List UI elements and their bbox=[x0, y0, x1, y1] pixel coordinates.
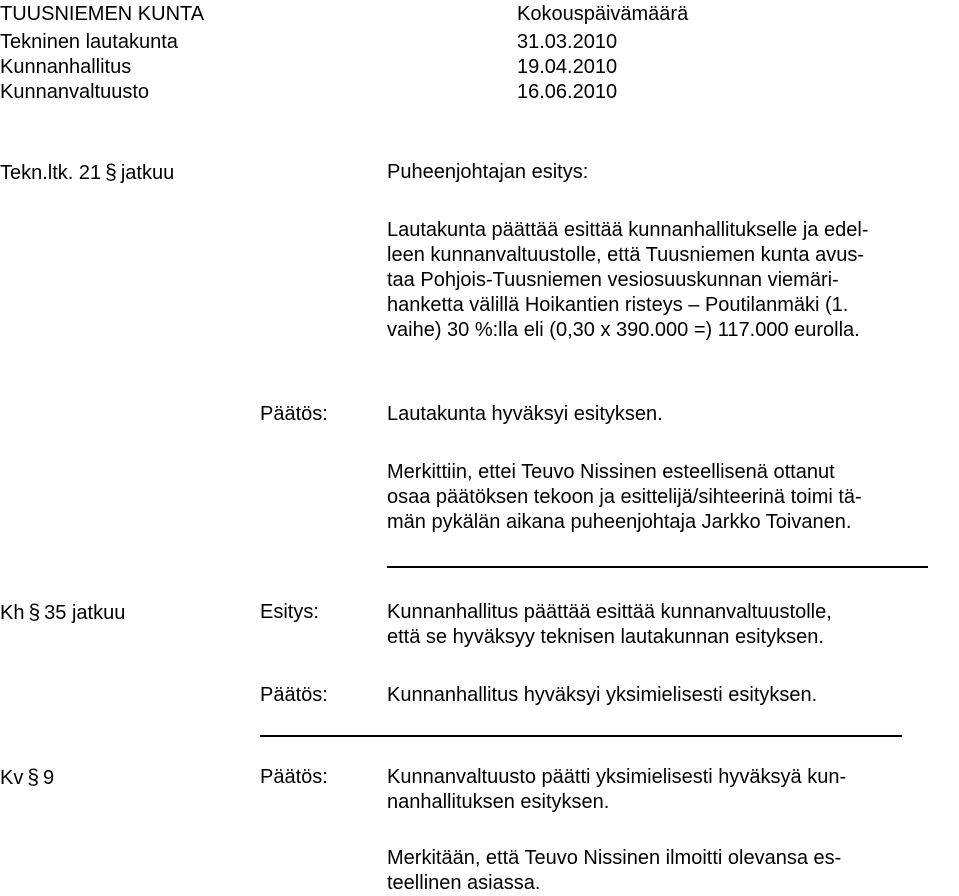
proposal-line: vaihe) 30 %:lla eli (0,30 x 390.000 =) 117.000 eurolla. bbox=[387, 319, 860, 341]
proposal-heading: Puheenjohtajan esitys: bbox=[387, 161, 589, 183]
section-sign: § bbox=[105, 161, 117, 184]
municipality-name: TUUSNIEMEN KUNTA bbox=[0, 3, 205, 25]
body-date: 16.06.2010 bbox=[517, 81, 618, 103]
section-sign: § bbox=[27, 766, 40, 789]
decision-text: Lautakunta hyväksyi esityksen. bbox=[387, 403, 663, 425]
section-reference-tekn bbox=[0, 160, 174, 186]
proposal-line: että se hyväksyy teknisen lautakunnan esityksen. bbox=[387, 626, 824, 648]
section-ref-prefix: Kv bbox=[0, 767, 24, 789]
section-ref-suffix: 35 jatkuu bbox=[44, 602, 126, 624]
decision-text: Kunnanhallitus hyväksyi yksimielisesti esityksen. bbox=[387, 684, 818, 706]
decision-label: Päätös: bbox=[260, 403, 328, 425]
note-line: teellinen asiassa. bbox=[387, 872, 541, 894]
section-sign: § bbox=[28, 601, 41, 624]
body-date: 19.04.2010 bbox=[517, 56, 618, 78]
meeting-date-label: Kokouspäivämäärä bbox=[517, 3, 689, 25]
section-reference-kv bbox=[0, 765, 54, 791]
proposal-line: hanketta välillä Hoikantien risteys – Poutilanmäki (1. bbox=[387, 294, 849, 316]
decision-line: Kunnanvaltuusto päätti yksimielisesti hyväksyä kun- bbox=[387, 766, 847, 788]
section-ref-suffix: jatkuu bbox=[120, 162, 175, 184]
decision-label: Päätös: bbox=[260, 684, 328, 706]
section-ref-suffix: 9 bbox=[43, 767, 55, 789]
decision-label: Päätös: bbox=[260, 766, 328, 788]
section-ref-prefix: Kh bbox=[0, 602, 25, 624]
section-reference-kh bbox=[0, 600, 125, 626]
proposal-label: Esitys: bbox=[260, 601, 319, 623]
proposal-line: Lautakunta päättää esittää kunnanhallitukselle ja edel- bbox=[387, 219, 869, 241]
note-line: män pykälän aikana puheenjohtaja Jarkko Toivanen. bbox=[387, 511, 852, 533]
proposal-line: taa Pohjois-Tuusniemen vesiosuuskunnan viemäri- bbox=[387, 269, 839, 291]
body-name: Tekninen lautakunta bbox=[0, 31, 178, 53]
proposal-line: Kunnanhallitus päättää esittää kunnanvaltuustolle, bbox=[387, 601, 832, 623]
note-line: osaa päätöksen tekoon ja esittelijä/sihteerinä toimi tä- bbox=[387, 486, 862, 508]
note-line: Merkitään, että Teuvo Nissinen ilmoitti olevansa es- bbox=[387, 847, 842, 869]
note-line: Merkittiin, ettei Teuvo Nissinen esteellisenä ottanut bbox=[387, 461, 835, 483]
body-name: Kunnanvaltuusto bbox=[0, 81, 150, 103]
body-name: Kunnanhallitus bbox=[0, 56, 132, 78]
body-date: 31.03.2010 bbox=[517, 31, 618, 53]
section-divider bbox=[260, 735, 902, 737]
section-divider bbox=[387, 566, 928, 568]
decision-line: nanhallituksen esityksen. bbox=[387, 791, 610, 813]
proposal-line: leen kunnanvaltuustolle, että Tuusniemen kunta avus- bbox=[387, 244, 864, 266]
section-ref-prefix: Tekn.ltk. 21 bbox=[0, 162, 102, 184]
